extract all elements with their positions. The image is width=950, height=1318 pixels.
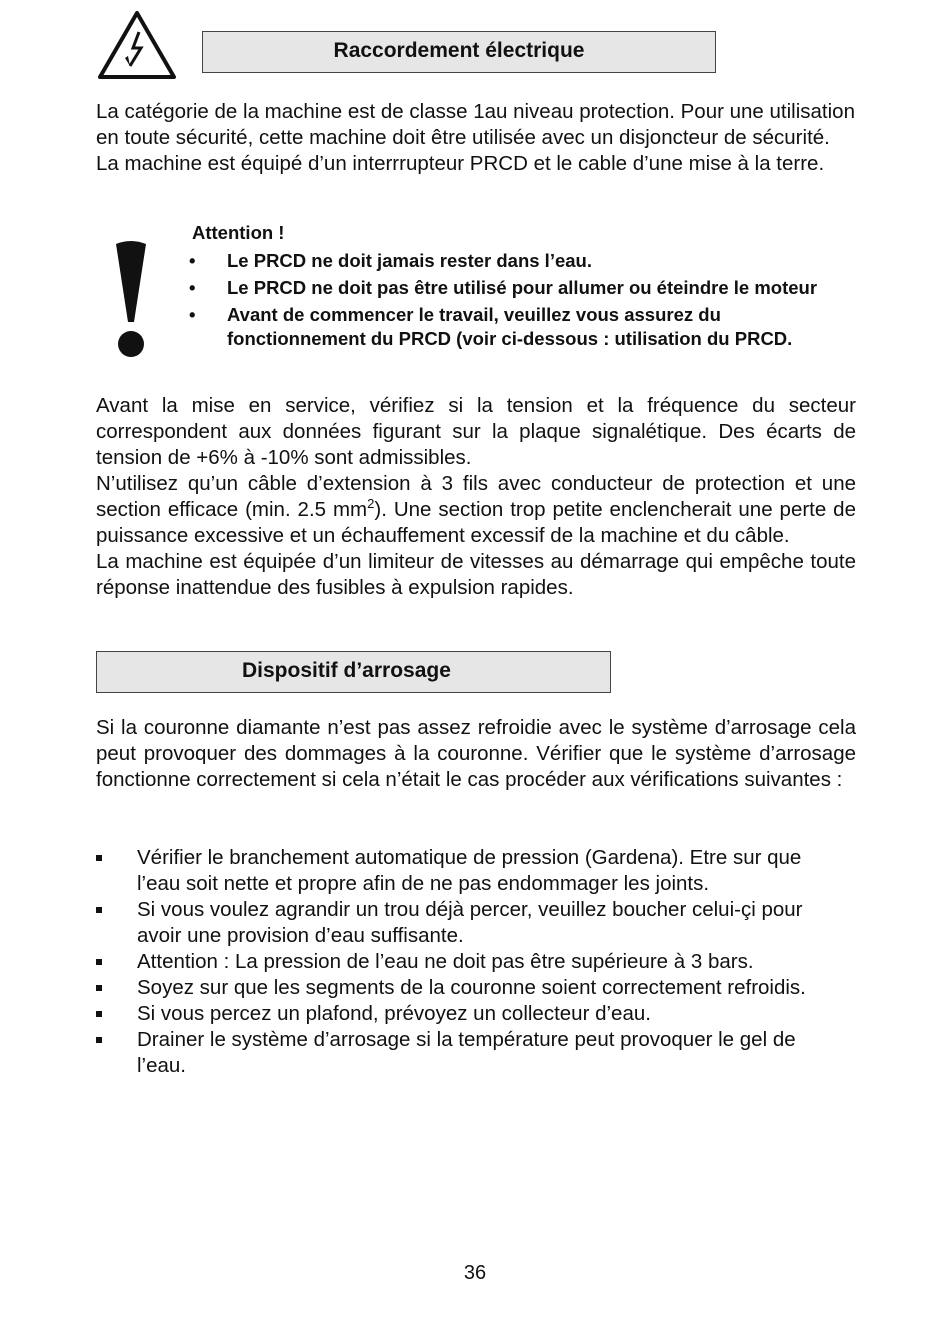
square-bullet-icon <box>96 959 102 965</box>
square-bullet-icon <box>96 1037 102 1043</box>
bullet-dot-icon: • <box>189 277 196 298</box>
electrical-hazard-icon <box>97 10 177 80</box>
extension-cable-text-b: ). Une section trop petite enclencherait une perte de puissance excessive et un échauffement excessif de la machine et du câble. <box>96 498 856 547</box>
square-bullet-icon <box>96 855 102 861</box>
electrical-intro-paragraph: La catégorie de la machine est de classe 1au niveau protection. Pour une utilisation en toute sécurité, cette machine doit être utilisée avec un disjoncteur de sécurité. La machine est équipé d’un interrrupteur PRCD et le cable d’une mise à la terre. <box>96 100 855 175</box>
superscript: 2 <box>367 496 375 512</box>
list-item-text: Si vous voulez agrandir un trou déjà percer, veuillez boucher celui-çi pour avoir une provision d’eau suffisante. <box>137 898 803 947</box>
warning-item-text: Le PRCD ne doit pas être utilisé pour allumer ou éteindre le moteur <box>227 277 818 298</box>
list-item <box>96 975 841 1001</box>
bullet-dot-icon: • <box>189 304 196 325</box>
warning-item <box>189 303 854 351</box>
list-item-text: Drainer le système d’arrosage si la température peut provoquer le gel de l’eau. <box>137 1028 796 1077</box>
warning-item-text: Le PRCD ne doit jamais rester dans l’eau. <box>227 250 592 271</box>
list-item-text: Attention : La pression de l’eau ne doit pas être supérieure à 3 bars. <box>137 950 754 973</box>
electrical-body <box>96 393 856 601</box>
list-item-text: Soyez sur que les segments de la couronne soient correctement refroidis. <box>137 976 806 999</box>
bullet-dot-icon: • <box>189 250 196 271</box>
voltage-paragraph: Avant la mise en service, vérifiez si la tension et la fréquence du secteur correspondent aux données figurant sur la plaque signalétique. Des écarts de tension de +6% à -10% sont admissibles. <box>96 394 856 469</box>
square-bullet-icon <box>96 985 102 991</box>
warning-item-text: Avant de commencer le travail, veuillez vous assurez du fonctionnement du PRCD (voir ci-dessous : utilisation du PRCD. <box>227 304 793 349</box>
page-number: 36 <box>463 1262 487 1284</box>
square-bullet-icon <box>96 907 102 913</box>
list-item-text: Si vous percez un plafond, prévoyez un collecteur d’eau. <box>137 1002 651 1025</box>
section-title-electrical: Raccordement électrique <box>202 31 716 73</box>
list-item <box>96 949 841 975</box>
list-item <box>96 897 841 949</box>
warning-item <box>189 276 854 300</box>
square-bullet-icon <box>96 1011 102 1017</box>
section-title-watering: Dispositif d’arrosage <box>96 651 611 693</box>
list-item-text: Vérifier le branchement automatique de pression (Gardena). Etre sur que l’eau soit nette et propre afin de ne pas endommager les joints. <box>137 846 802 895</box>
warning-list <box>189 249 854 354</box>
speed-limiter-paragraph: La machine est équipée d’un limiteur de vitesses au démarrage qui empêche toute réponse inattendue des fusibles à expulsion rapides. <box>96 550 856 599</box>
list-item <box>96 845 841 897</box>
list-item <box>96 1001 841 1027</box>
watering-intro-paragraph: Si la couronne diamante n’est pas assez refroidie avec le système d’arrosage cela peut provoquer des dommages à la couronne. Vérifier que le système d’arrosage fonctionne correctement si cela n’était le cas procéder aux vérifications suivantes : <box>96 716 856 791</box>
exclamation-warning-icon <box>110 238 152 362</box>
extension-cable-text-a: N’utilisez qu’un câble d’extension à 3 fils avec conducteur de protection et une section efficace (min. 2.5 mm <box>96 472 856 521</box>
extension-cable-paragraph <box>96 471 856 549</box>
watering-checklist <box>96 845 841 1079</box>
warning-item <box>189 249 854 273</box>
warning-title: Attention ! <box>192 222 285 243</box>
list-item <box>96 1027 841 1079</box>
